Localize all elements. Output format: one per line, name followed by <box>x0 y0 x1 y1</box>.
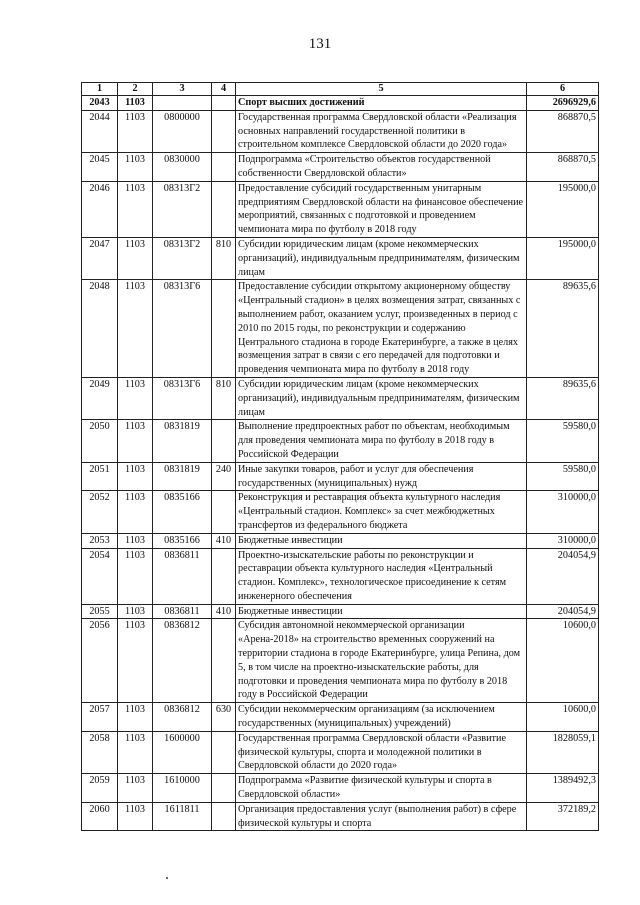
target-article-code: 0836812 <box>153 703 212 732</box>
column-header: 2 <box>118 83 153 96</box>
budget-table <box>81 82 599 831</box>
row-name: Предоставление субсидий государственным унитарным предприятиям Свердловской области на финансовое обеспечение мероприятий, связанных с подготовкой и проведением чемпионата мира по футболу в 2018 году <box>236 181 527 237</box>
section-code: 1103 <box>118 491 153 533</box>
row-amount: 195000,0 <box>527 237 599 279</box>
section-code: 1103 <box>118 110 153 152</box>
target-article-code: 1611811 <box>153 802 212 831</box>
expense-type-code <box>212 110 236 152</box>
row-number: 2046 <box>82 181 118 237</box>
target-article-code: 08313Г6 <box>153 280 212 378</box>
row-amount: 868870,5 <box>527 153 599 182</box>
row-number: 2058 <box>82 731 118 773</box>
target-article-code <box>153 96 212 111</box>
row-number: 2049 <box>82 377 118 419</box>
expense-type-code <box>212 619 236 703</box>
table-body <box>82 96 599 831</box>
row-number: 2054 <box>82 548 118 604</box>
target-article-code: 0831819 <box>153 420 212 462</box>
target-article-code: 0831819 <box>153 462 212 491</box>
table-row <box>82 604 599 619</box>
table-row <box>82 420 599 462</box>
section-code: 1103 <box>118 181 153 237</box>
expense-type-code <box>212 548 236 604</box>
expense-type-code <box>212 96 236 111</box>
row-amount: 10600,0 <box>527 703 599 732</box>
row-name: Субсидия автономной некоммерческой организации «Арена-2018» на строительство временных сооружений на территории стадиона в городе Екатеринбурге, улица Репина, дом 5, в том числе на проектно-изыскательские работы, для подготовки и проведения чемпионата мира по футболу в 2018 году в Российской Федерации <box>236 619 527 703</box>
row-amount: 372189,2 <box>527 802 599 831</box>
row-name: Субсидии юридическим лицам (кроме некоммерческих организаций), индивидуальным предпринимателям, физическим лицам <box>236 377 527 419</box>
row-name: Проектно-изыскательские работы по реконструкции и реставрации объекта культурного наследия «Центральный стадион. Комплекс», технологическое присоединение к сетям инженерного обеспечения <box>236 548 527 604</box>
expense-type-code <box>212 420 236 462</box>
section-code: 1103 <box>118 731 153 773</box>
table-row <box>82 462 599 491</box>
target-article-code: 0835166 <box>153 533 212 548</box>
row-name: Выполнение предпроектных работ по объектам, необходимым для проведения чемпионата мира по футболу в 2018 году в Российской Федерации <box>236 420 527 462</box>
table-row <box>82 731 599 773</box>
target-article-code: 0800000 <box>153 110 212 152</box>
target-article-code: 0835166 <box>153 491 212 533</box>
table-row <box>82 280 599 378</box>
table-row <box>82 619 599 703</box>
section-code: 1103 <box>118 604 153 619</box>
target-article-code: 0836811 <box>153 548 212 604</box>
section-code: 1103 <box>118 462 153 491</box>
row-name: Предоставление субсидии открытому акционерному обществу «Центральный стадион» в целях возмещения затрат, связанных с выполнением работ, оказанием услуг, произведенных в период с 2010 по 2015 годы, по реконструкции и содержанию Центрального стадиона в городе Екатеринбурге, а также в целях возмещения затрат в связи с его передачей для подготовки и проведения чемпионата мира по футболу в 2018 году <box>236 280 527 378</box>
section-code: 1103 <box>118 619 153 703</box>
expense-type-code <box>212 731 236 773</box>
section-code: 1103 <box>118 533 153 548</box>
expense-type-code: 240 <box>212 462 236 491</box>
page-number: 131 <box>308 36 332 52</box>
row-name: Государственная программа Свердловской области «Развитие физической культуры, спорта и молодежной политики в Свердловской области до 2020 года» <box>236 731 527 773</box>
row-amount: 1389492,3 <box>527 774 599 803</box>
target-article-code: 08313Г2 <box>153 237 212 279</box>
row-name: Иные закупки товаров, работ и услуг для обеспечения государственных (муниципальных) нужд <box>236 462 527 491</box>
expense-type-code: 410 <box>212 533 236 548</box>
row-name: Бюджетные инвестиции <box>236 604 527 619</box>
table-row <box>82 377 599 419</box>
row-amount: 195000,0 <box>527 181 599 237</box>
table-row <box>82 96 599 111</box>
table-row <box>82 774 599 803</box>
row-amount: 310000,0 <box>527 533 599 548</box>
expense-type-code: 630 <box>212 703 236 732</box>
target-article-code: 0836811 <box>153 604 212 619</box>
table-row <box>82 491 599 533</box>
expense-type-code <box>212 153 236 182</box>
row-number: 2045 <box>82 153 118 182</box>
row-amount: 310000,0 <box>527 491 599 533</box>
target-article-code: 0830000 <box>153 153 212 182</box>
section-code: 1103 <box>118 774 153 803</box>
row-amount: 204054,9 <box>527 604 599 619</box>
row-name: Бюджетные инвестиции <box>236 533 527 548</box>
table-row <box>82 548 599 604</box>
row-amount: 59580,0 <box>527 420 599 462</box>
target-article-code: 1600000 <box>153 731 212 773</box>
row-number: 2055 <box>82 604 118 619</box>
row-number: 2047 <box>82 237 118 279</box>
row-amount: 59580,0 <box>527 462 599 491</box>
row-name: Реконструкция и реставрация объекта культурного наследия «Центральный стадион. Комплекс» за счет межбюджетных трансфертов из федерального бюджета <box>236 491 527 533</box>
row-number: 2050 <box>82 420 118 462</box>
expense-type-code: 410 <box>212 604 236 619</box>
row-number: 2044 <box>82 110 118 152</box>
table-row <box>82 802 599 831</box>
row-name: Государственная программа Свердловской области «Реализация основных направлений государственной политики в строительном комплексе Свердловской области до 2020 года» <box>236 110 527 152</box>
row-number: 2060 <box>82 802 118 831</box>
row-number: 2059 <box>82 774 118 803</box>
column-header: 1 <box>82 83 118 96</box>
column-header: 3 <box>153 83 212 96</box>
expense-type-code <box>212 774 236 803</box>
row-number: 2057 <box>82 703 118 732</box>
row-number: 2043 <box>82 96 118 111</box>
row-name: Субсидии юридическим лицам (кроме некоммерческих организаций), индивидуальным предпринимателям, физическим лицам <box>236 237 527 279</box>
row-name: Подпрограмма «Строительство объектов государственной собственности Свердловской области» <box>236 153 527 182</box>
expense-type-code <box>212 181 236 237</box>
row-amount: 204054,9 <box>527 548 599 604</box>
row-amount: 89635,6 <box>527 280 599 378</box>
row-amount: 1828059,1 <box>527 731 599 773</box>
row-name: Спорт высших достижений <box>236 96 527 111</box>
row-number: 2052 <box>82 491 118 533</box>
column-header: 4 <box>212 83 236 96</box>
expense-type-code <box>212 491 236 533</box>
column-header: 5 <box>236 83 527 96</box>
table-row <box>82 703 599 732</box>
target-article-code: 08313Г6 <box>153 377 212 419</box>
row-number: 2056 <box>82 619 118 703</box>
row-number: 2048 <box>82 280 118 378</box>
expense-type-code: 810 <box>212 377 236 419</box>
row-amount: 10600,0 <box>527 619 599 703</box>
row-amount: 868870,5 <box>527 110 599 152</box>
column-header: 6 <box>527 83 599 96</box>
target-article-code: 1610000 <box>153 774 212 803</box>
row-number: 2053 <box>82 533 118 548</box>
expense-type-code <box>212 280 236 378</box>
table-row <box>82 110 599 152</box>
section-code: 1103 <box>118 280 153 378</box>
row-amount: 2696929,6 <box>527 96 599 111</box>
section-code: 1103 <box>118 548 153 604</box>
section-code: 1103 <box>118 96 153 111</box>
section-code: 1103 <box>118 703 153 732</box>
section-code: 1103 <box>118 237 153 279</box>
row-amount: 89635,6 <box>527 377 599 419</box>
section-code: 1103 <box>118 420 153 462</box>
row-name: Подпрограмма «Развитие физической культуры и спорта в Свердловской области» <box>236 774 527 803</box>
table-row <box>82 181 599 237</box>
section-code: 1103 <box>118 802 153 831</box>
expense-type-code <box>212 802 236 831</box>
table-row <box>82 237 599 279</box>
row-name: Организация предоставления услуг (выполнения работ) в сфере физической культуры и спорта <box>236 802 527 831</box>
row-name: Субсидии некоммерческим организациям (за исключением государственных (муниципальных) учреждений) <box>236 703 527 732</box>
stray-mark <box>166 877 168 879</box>
target-article-code: 0836812 <box>153 619 212 703</box>
target-article-code: 08313Г2 <box>153 181 212 237</box>
table-row <box>82 153 599 182</box>
table-header-row <box>82 83 599 96</box>
table-row <box>82 533 599 548</box>
expense-type-code: 810 <box>212 237 236 279</box>
row-number: 2051 <box>82 462 118 491</box>
section-code: 1103 <box>118 153 153 182</box>
section-code: 1103 <box>118 377 153 419</box>
